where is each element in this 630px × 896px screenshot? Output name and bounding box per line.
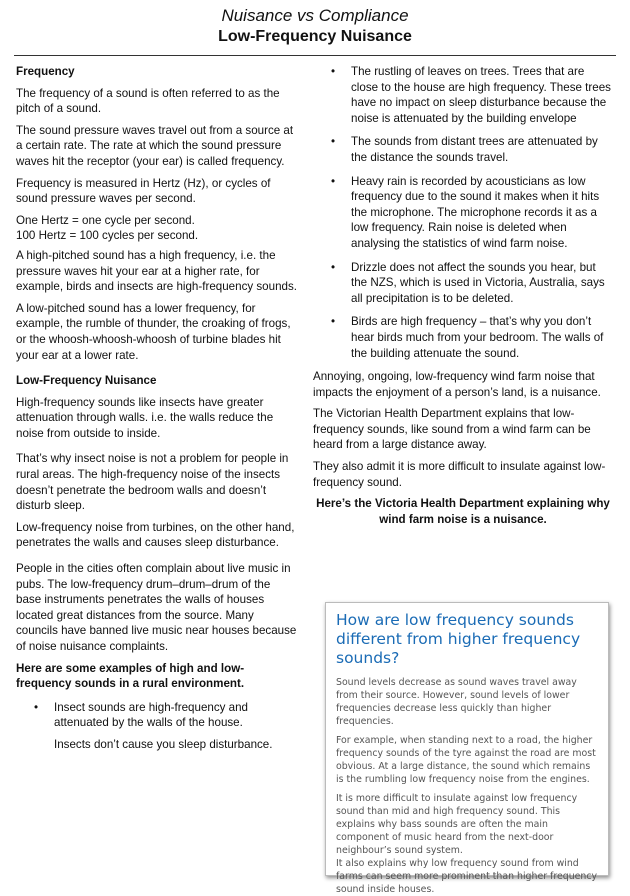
examples-heading: Here are some examples of high and low-frequency sounds in a rural environment. — [16, 661, 245, 691]
bullet-dot-icon: • — [331, 260, 336, 274]
right-bullet-list — [313, 64, 613, 361]
header-divider — [14, 55, 616, 56]
left-column — [16, 64, 298, 759]
left-bullet-list — [16, 700, 298, 731]
health-department-paragraph: The Victorian Health Department explains that low-frequency sounds, like sound from a wind farm can be heard from a large distance away. — [313, 407, 591, 452]
insulation-paragraph: They also admit it is more difficult to insulate against low-frequency sound. — [313, 460, 606, 489]
excerpt-paragraph-2: For example, when standing next to a road, the higher frequency sounds of the tyre against the road are most obvious. At a large distance, the sound which remains is the rumbling low frequency noise from the engines. — [336, 735, 596, 785]
hertz-definition — [16, 213, 298, 244]
list-item — [16, 700, 298, 731]
page-subtitle: Nuisance vs Compliance — [221, 6, 409, 25]
insect-noise-paragraph: That’s why insect noise is not a problem for people in rural areas. The high-frequency noise of the insects doesn’t penetrate the bedroom walls and doesn’t disturb sleep. — [16, 452, 289, 513]
excerpt-heading: How are low frequency sounds different from higher frequency sounds? — [336, 611, 581, 667]
list-item — [313, 314, 613, 361]
bullet-dot-icon: • — [331, 135, 336, 149]
callout-intro: Here’s the Victoria Health Department explaining why wind farm noise is a nuisance. — [316, 497, 610, 526]
nuisance-paragraph: Annoying, ongoing, low-frequency wind farm noise that impacts the enjoyment of a person’s land, is a nuisance. — [313, 370, 601, 399]
bullet-dot-icon: • — [34, 700, 39, 714]
excerpt-paragraph-1: Sound levels decrease as sound waves travel away from their source. However, sound levels of lower frequencies decrease less quickly than higher frequencies. — [336, 677, 577, 727]
high-pitch-paragraph: A high-pitched sound has a high frequency, i.e. the pressure waves hit your ear at a higher rate, for example, birds and insects are high-frequency sounds. — [16, 248, 297, 294]
attenuation-paragraph: High-frequency sounds like insects have greater attenuation through walls. i.e. the walls reduce the noise from outside to inside. — [16, 395, 274, 440]
turbine-noise-paragraph: Low-frequency noise from turbines, on the other hand, penetrates the walls and causes sleep disturbance. — [16, 520, 295, 550]
frequency-paragraph-3: Frequency is measured in Hertz (Hz), or cycles of sound pressure waves per second. — [16, 176, 271, 206]
bullet-dot-icon: • — [331, 315, 336, 329]
bullet-text: Insect sounds are high-frequency and attenuated by the walls of the house. — [54, 700, 248, 730]
frequency-paragraph-2: The sound pressure waves travel out from a source at a certain rate. The rate at which the sound pressure waves hit the receptor (your ear) is called frequency. — [16, 123, 294, 168]
low-frequency-nuisance-heading: Low-Frequency Nuisance — [16, 374, 157, 388]
bullet-continuation: Insects don’t cause you sleep disturbance. — [54, 737, 273, 751]
frequency-paragraph-1: The frequency of a sound is often referred to as the pitch of a sound. — [16, 86, 280, 116]
bullet-text: Birds are high frequency – that’s why you don’t hear birds much from your bedroom. The walls of the building attenuate the sound. — [351, 315, 604, 360]
bullet-text: The rustling of leaves on trees. Trees that are close to the house are high frequency. These trees have no impact on sleep disturbance because the noise is attenuated by the building envelope — [351, 65, 611, 125]
bullet-text: Heavy rain is recorded by acousticians as low frequency due to the sound it makes when it hits the microphone. The microphone records it as a low frequency. Rain noise is deleted when analysing the statistics of wind farm noise. — [351, 174, 600, 250]
excerpt-paragraph-4: It also explains why low frequency sound from wind farms can seem more prominent than higher frequency sound inside houses. — [336, 858, 598, 895]
frequency-heading: Frequency — [16, 65, 75, 78]
page-title: Low-Frequency Nuisance — [218, 28, 412, 45]
hertz-line-1: One Hertz = one cycle per second. — [16, 213, 195, 227]
bullet-dot-icon: • — [331, 174, 336, 188]
live-music-paragraph: People in the cities often complain about live music in pubs. The low-frequency drum–drum–drum of the base instruments penetrates the walls of houses located great distances from the source. Many councils have banned live music near houses because of noise nuisance complaints. — [16, 562, 297, 653]
list-item — [313, 134, 613, 165]
list-item — [313, 260, 613, 307]
hertz-line-2: 100 Hertz = 100 cycles per second. — [16, 229, 199, 243]
low-pitch-paragraph: A low-pitched sound has a lower frequency, for example, the rumble of thunder, the croaking of frogs, or the whoosh-whoosh-whoosh of turbine blades hit your ear at a lower rate. — [16, 301, 291, 362]
list-item — [313, 174, 613, 252]
bullet-dot-icon: • — [331, 65, 336, 78]
list-item — [313, 64, 613, 126]
bullet-text: Drizzle does not affect the sounds you hear, but the NZS, which is used in Victoria, Australia, says all precipitation is to be deleted. — [351, 260, 605, 305]
right-column — [313, 64, 613, 535]
health-department-excerpt — [325, 602, 609, 895]
page-header — [0, 6, 630, 48]
excerpt-paragraph-3: It is more difficult to insulate against low frequency sound than mid and high frequency sound. This explains why bass sounds are often the main component of music heard from the next-door neighbour’s sound system. — [336, 793, 578, 856]
bullet-text: The sounds from distant trees are attenuated by the distance the sounds travel. — [351, 135, 598, 164]
